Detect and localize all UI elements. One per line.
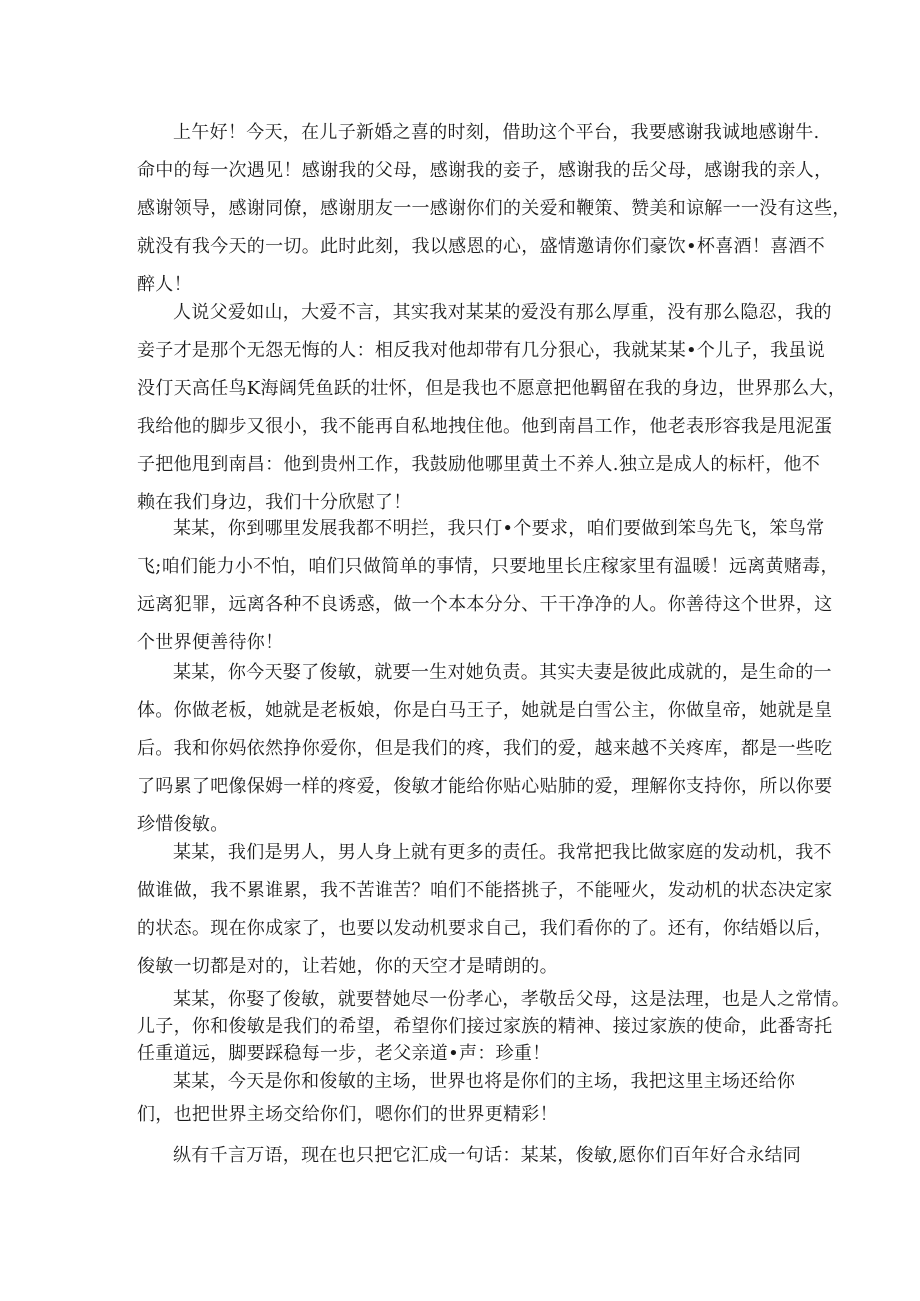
paragraph-one-request [137, 510, 839, 662]
paragraph-marriage [137, 654, 832, 844]
text-line: 没仃天高任鸟K海阔凭鱼跃的壮怀，但是我也不愿意把他羁留在我的身边，世界那么大， [137, 378, 847, 399]
paragraph-gratitude [137, 114, 851, 304]
text-line: 某某，你到哪里发展我都不明拦，我只仃•个要求，咱们要做到笨鸟先飞，笨鸟常 [173, 518, 825, 539]
text-line: 某某，我们是男人，男人身上就有更多的责任。我常把我比做家庭的发动机，我不 [173, 842, 832, 863]
text-line: 珍惜俊敏。 [137, 814, 229, 835]
paragraph-closing [137, 1137, 801, 1175]
text-line: 某某，你今天娶了俊敏，就要一生对她负责。其实夫妻是彼此成就的，是生命的一 [173, 662, 832, 683]
text-line: 远离犯罪，远离各种不良诱惑，做一个本本分分、干干净净的人。你善待这个世界，这 [137, 594, 833, 615]
text-line: 个世界便善待你！ [137, 632, 284, 653]
paragraph-filial-duty [137, 986, 850, 1067]
text-line: 纵有千言万语，现在也只把它汇成一句话：某某，俊敏,愿你们百年好合永结同 [173, 1145, 802, 1166]
text-line: 某某，你娶了俊敏，就要替她尽一份孝心，孝敬岳父母，这是法理，也是人之常情。 [173, 989, 851, 1010]
text-line: 了吗累了吧像保姆一样的疼爱，俊敏才能给你贴心贴肺的爱，理解你支持你，所以你要 [137, 776, 833, 797]
text-line: 人说父爱如山，大爱不言，其实我对某某的爱没有那么厚重，没有那么隐忍，我的 [173, 302, 832, 323]
text-line: 做谁做，我不累谁累，我不苦谁苦？咱们不能搭挑子，不能哑火，发动机的状态决定家 [137, 880, 833, 901]
paragraph-responsibility [137, 834, 832, 986]
text-line: 妾子才是那个无怨无悔的人：相反我对他却带有几分狠心，我就某某•个儿子，我虽说 [137, 340, 826, 361]
text-line: 就没有我今天的一切。此时此刻，我以感恩的心，盛情邀请你们豪饮•杯喜酒！喜酒不 [137, 236, 826, 257]
text-line: 飞;咱们能力小不怕，咱们只做简单的事情，只要地里长庄稼家里有温暖！远离黄赌毒， [137, 556, 839, 577]
text-line: 儿子，你和俊敏是我们的希望，希望你们接过家族的精神、接过家族的使命，此番寄托 [137, 1016, 833, 1037]
text-line: 赖在我们身边，我们十分欣慰了！ [137, 492, 412, 513]
paragraph-fatherly-love [137, 294, 846, 522]
text-line: 命中的每一次遇见！感谢我的父母，感谢我的妾子，感谢我的岳父母，感谢我的亲人， [137, 160, 833, 181]
text-line: 们，也把世界主场交给你们，嗯你们的世界更精彩！ [137, 1104, 558, 1125]
text-line: 后。我和你妈依然挣你爱你，但是我们的疼，我们的爱，越来越不关疼库，都是一些吃 [137, 738, 833, 759]
text-line: 醉人！ [137, 274, 192, 295]
text-line: 我给他的脚步又很小，我不能再自私地拽住他。他到南昌工作，他老表形容我是甩泥蛋 [137, 416, 833, 437]
text-line: 上午好！今天，在儿子新婚之喜的时刻，借助这个平台，我要感谢我诚地感谢牛. [173, 122, 820, 143]
text-line: 任重道远，脚要踩稳每一步，老父亲道•声：珍重！ [137, 1043, 551, 1064]
text-line: 子把他甩到南昌：他到贵州工作，我鼓励他哪里黄土不养人.独立是成人的标杆，他不 [137, 454, 821, 475]
text-line: 某某，今天是你和俊敏的主场，世界也将是你们的主场，我把这里主场还给你 [173, 1071, 796, 1092]
text-line: 感谢领导，感谢同僚，感谢朋友一一感谢你们的关爱和鞭策、赞美和谅解一一没有这些， [137, 198, 851, 219]
text-line: 体。你做老板，她就是老板娘，你是白马王子，她就是白雪公主，你做皇帝，她就是皇 [137, 700, 833, 721]
text-line: 的状态。现在你成家了，也要以发动机要求自己，我们看你的了。还有，你结婚以后， [137, 918, 833, 939]
text-line: 俊敏一切都是对的，让若她，你的天空才是晴朗的。 [137, 956, 558, 977]
paragraph-main-stage [137, 1065, 795, 1131]
